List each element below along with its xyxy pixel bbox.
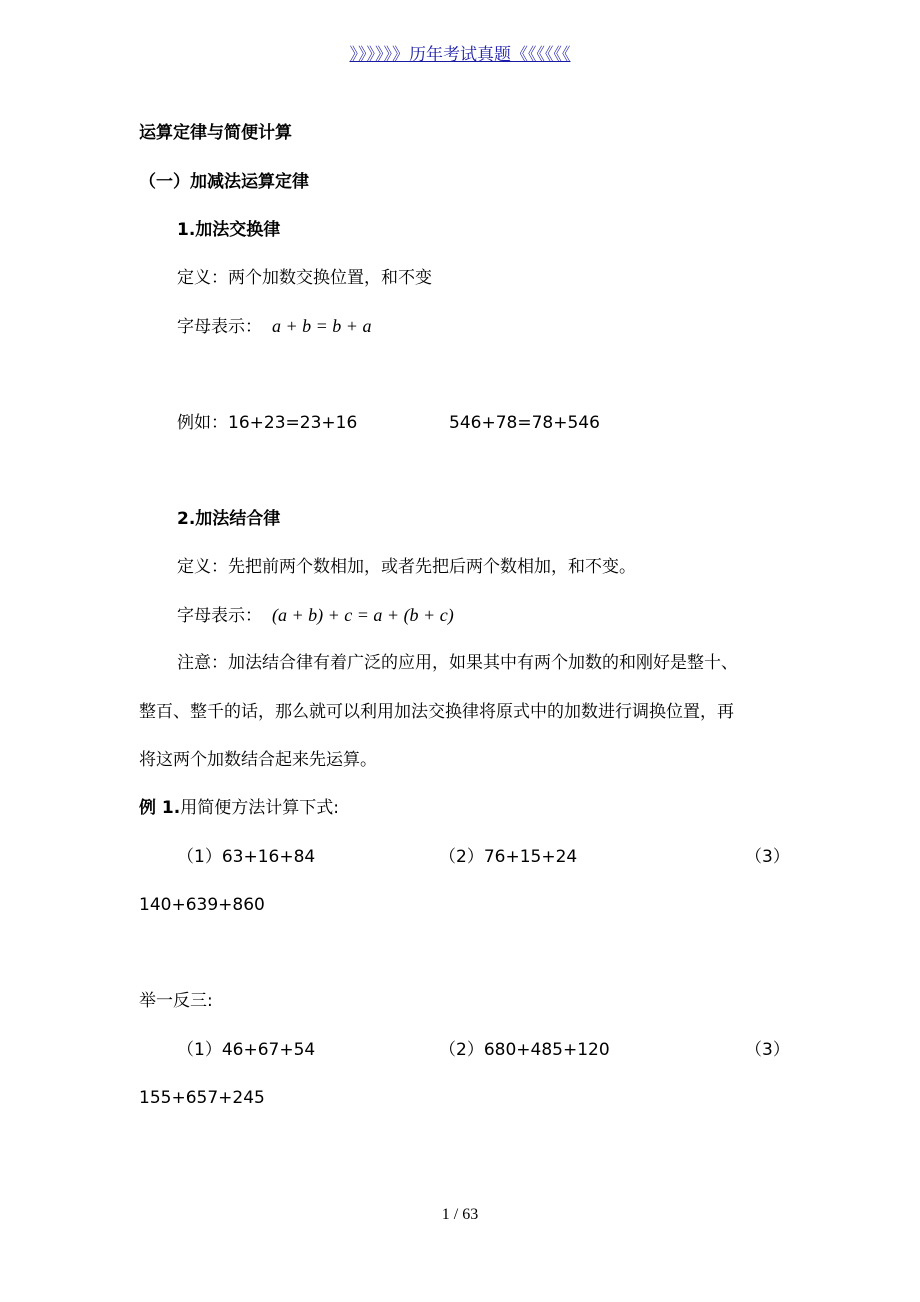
example1-item-1: （1）63+16+84 bbox=[177, 847, 316, 867]
law2-note-line-2: 整百、整千的话，那么就可以利用加法交换律将原式中的加数进行调换位置，再 bbox=[139, 702, 734, 722]
practice-item-1: （1）46+67+54 bbox=[177, 1040, 316, 1060]
law1-definition: 定义：两个加数交换位置，和不变 bbox=[177, 268, 432, 288]
example1-item-3-label: （3） bbox=[745, 847, 790, 867]
example1-label-bold: 例 1. bbox=[139, 798, 181, 818]
page-number: 1 / 63 bbox=[441, 1206, 479, 1223]
law1-letter-label: 字母表示： bbox=[177, 317, 262, 337]
law1-example-1: 例如：16+23=23+16 bbox=[177, 413, 358, 433]
section-heading: （一）加减法运算定律 bbox=[139, 172, 309, 192]
law2-letter-row bbox=[177, 604, 454, 627]
law1-letter-row bbox=[177, 315, 371, 338]
law1-example-2: 546+78=78+546 bbox=[449, 413, 600, 433]
law1-heading: 1.加法交换律 bbox=[177, 220, 281, 240]
example1-item-2: （2）76+15+24 bbox=[439, 847, 578, 867]
practice-item-3-expr: 155+657+245 bbox=[139, 1088, 265, 1108]
law2-note-line-1: 注意：加法结合律有着广泛的应用，如果其中有两个加数的和刚好是整十、 bbox=[177, 653, 738, 673]
law2-definition: 定义：先把前两个数相加，或者先把后两个数相加，和不变。 bbox=[177, 557, 636, 577]
example1-item-3-expr: 140+639+860 bbox=[139, 895, 265, 915]
practice-label: 举一反三: bbox=[139, 991, 213, 1011]
example1-label-rest: 用简便方法计算下式: bbox=[180, 798, 339, 818]
law1-formula: a + b = b + a bbox=[272, 316, 372, 336]
page-title: 运算定律与简便计算 bbox=[139, 123, 292, 143]
law2-heading: 2.加法结合律 bbox=[177, 509, 281, 529]
header-exam-link[interactable]: 》》》》》》历年考试真题《《《《《《 bbox=[349, 45, 571, 65]
practice-item-2: （2）680+485+120 bbox=[439, 1040, 610, 1060]
example1-label bbox=[139, 797, 339, 819]
law2-note-line-3: 将这两个加数结合起来先运算。 bbox=[139, 750, 377, 770]
law2-letter-label: 字母表示： bbox=[177, 606, 262, 626]
law2-formula: (a + b) + c = a + (b + c) bbox=[272, 605, 454, 625]
practice-item-3-label: （3） bbox=[745, 1040, 790, 1060]
